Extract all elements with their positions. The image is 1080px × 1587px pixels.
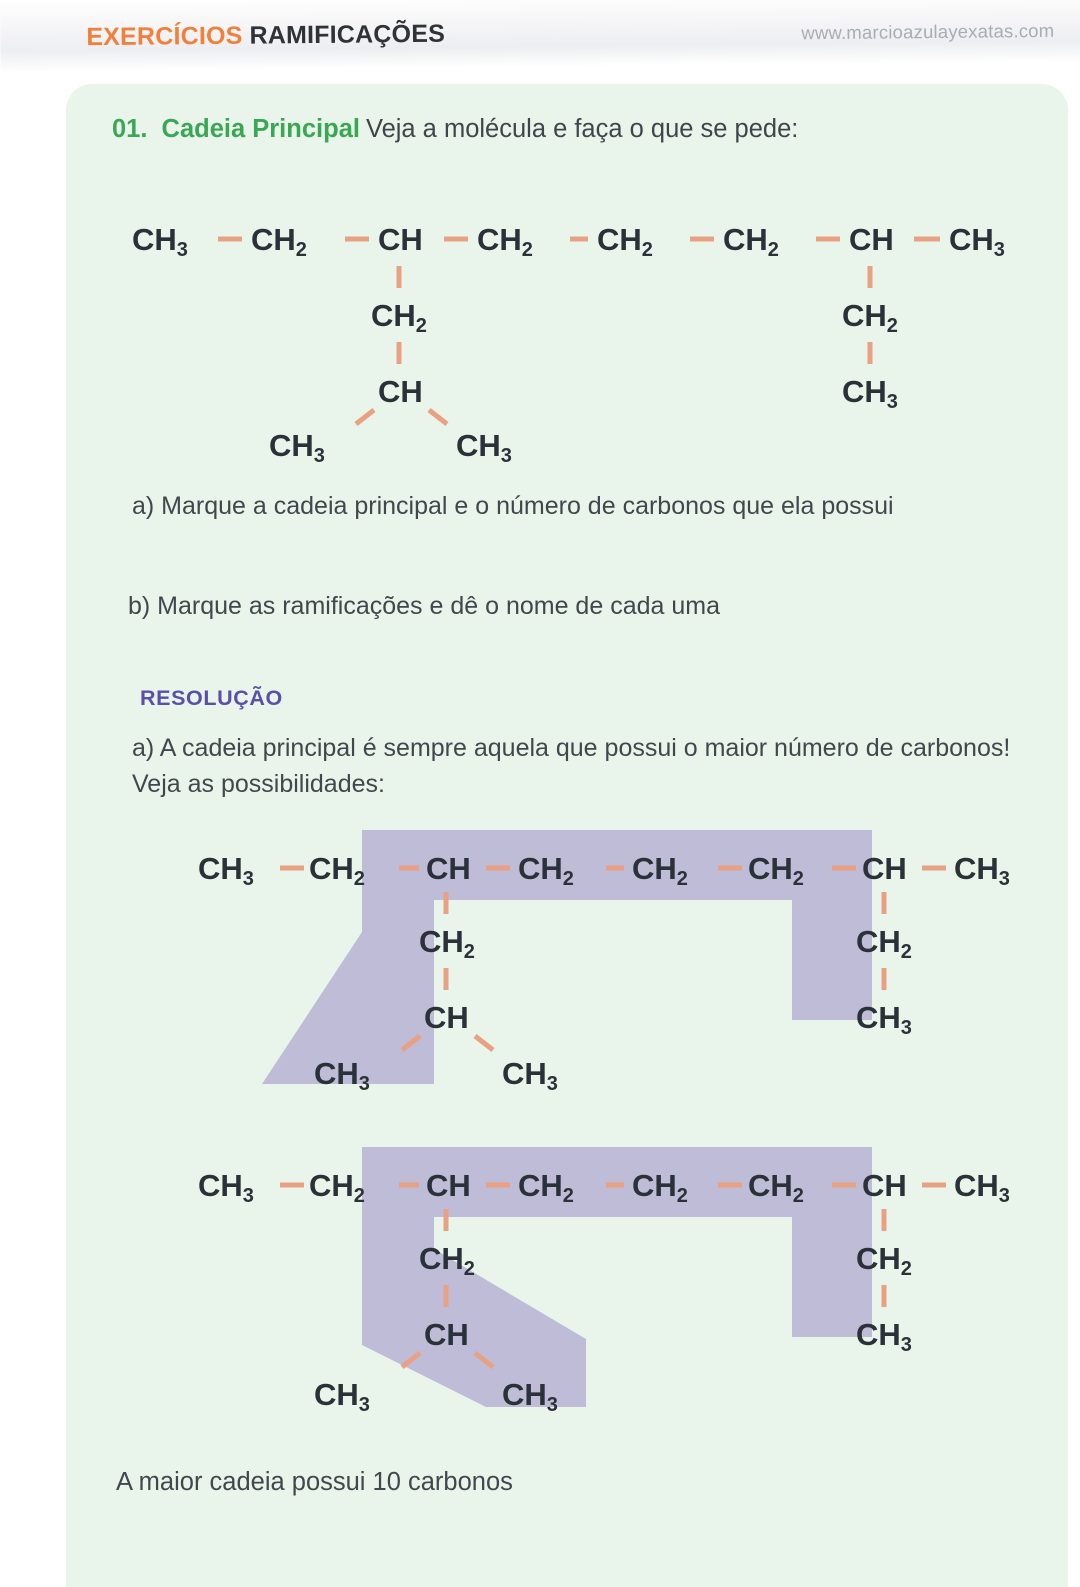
atom-ch3-8: CH3 [949, 222, 1005, 261]
molecule-diagram-option-1 [66, 822, 1068, 1112]
atom-branch-ch3-left-a: CH3 [314, 1377, 370, 1416]
atom-branch-ch2-right: CH2 [842, 298, 898, 337]
atom-ch3-1: CH3 [198, 1168, 254, 1207]
atom-ch2-2: CH2 [251, 222, 307, 261]
atom-ch-3: CH [426, 1168, 471, 1203]
atom-ch2-4: CH2 [477, 222, 533, 261]
atom-branch-ch2-left: CH2 [371, 298, 427, 337]
page-title [86, 20, 445, 52]
main-chain-atoms [132, 222, 1005, 261]
atom-branch-ch3-left-b: CH3 [502, 1056, 558, 1095]
question-item-b-text: b) Marque as ramificações e dê o nome de cada uma [128, 592, 720, 620]
question-prompt: Veja a molécula e faça o que se pede: [365, 115, 799, 143]
question-heading [112, 112, 798, 146]
website-url: www.marcioazulayexatas.com [801, 19, 1055, 44]
conclusion-text: A maior cadeia possui 10 carbonos [116, 1468, 513, 1496]
atom-ch2-6: CH2 [748, 851, 804, 890]
header [0, 0, 1080, 72]
molecule-svg-option-2 [66, 1139, 1068, 1439]
atom-ch3-1: CH3 [132, 222, 188, 261]
molecule-diagram-plain [66, 166, 1068, 486]
atom-branch-ch2-right: CH2 [856, 924, 912, 963]
atom-ch2-2: CH2 [309, 1168, 365, 1207]
atom-ch3-1: CH3 [198, 851, 254, 890]
atom-branch-ch2-right: CH2 [856, 1241, 912, 1280]
left-branch-plain [269, 266, 512, 467]
atom-branch-ch3-left-a: CH3 [269, 428, 325, 467]
atom-ch2-5: CH2 [632, 1168, 688, 1207]
question-topic: Cadeia Principal [161, 115, 360, 143]
atom-ch-7: CH [849, 222, 894, 257]
atom-ch3-8: CH3 [954, 1168, 1010, 1207]
atom-branch-ch3-left-b: CH3 [502, 1377, 558, 1416]
atom-ch-3: CH [426, 851, 471, 886]
resolution-label: RESOLUÇÃO [140, 686, 283, 710]
atom-ch-3: CH [378, 222, 423, 257]
atom-branch-ch-left: CH [424, 1000, 469, 1035]
atom-branch-ch3-right: CH3 [842, 374, 898, 413]
resolution-answer-a: a) A cadeia principal é sempre aquela que possui o maior número de carbonos! Veja as possibilidades: [132, 734, 1011, 798]
question-number: 01. [112, 115, 148, 143]
molecule-svg-plain [66, 166, 1068, 486]
atom-branch-ch2-left: CH2 [419, 1241, 475, 1280]
atom-branch-ch3-right: CH3 [856, 1000, 912, 1039]
header-topic: RAMIFICAÇÕES [249, 19, 446, 50]
atom-ch2-6: CH2 [748, 1168, 804, 1207]
question-item-b [128, 590, 1008, 624]
atom-branch-ch3-right: CH3 [856, 1317, 912, 1356]
atom-ch2-2: CH2 [309, 851, 365, 890]
atom-ch2-6: CH2 [723, 222, 779, 261]
atom-ch3-8: CH3 [954, 851, 1010, 890]
header-kicker: EXERCÍCIOS [86, 21, 243, 52]
question-item-a-text: a) Marque a cadeia principal e o número de carbonos que ela possui [132, 492, 894, 520]
question-item-a [132, 490, 1012, 524]
atom-branch-ch2-left: CH2 [419, 924, 475, 963]
atom-ch2-4: CH2 [518, 851, 574, 890]
atom-ch2-5: CH2 [597, 222, 653, 261]
atom-branch-ch3-left-a: CH3 [314, 1056, 370, 1095]
molecule-svg-option-1 [66, 822, 1068, 1112]
atom-ch2-4: CH2 [518, 1168, 574, 1207]
atom-ch-7: CH [862, 851, 907, 886]
molecule-diagram-option-2 [66, 1139, 1068, 1439]
atom-ch2-5: CH2 [632, 851, 688, 890]
atom-ch-7: CH [862, 1168, 907, 1203]
atom-branch-ch-left: CH [378, 374, 423, 409]
atom-branch-ch3-left-b: CH3 [456, 428, 512, 467]
atom-branch-ch-left: CH [424, 1317, 469, 1352]
right-branch-plain [842, 266, 898, 413]
exercise-card [66, 84, 1068, 1587]
